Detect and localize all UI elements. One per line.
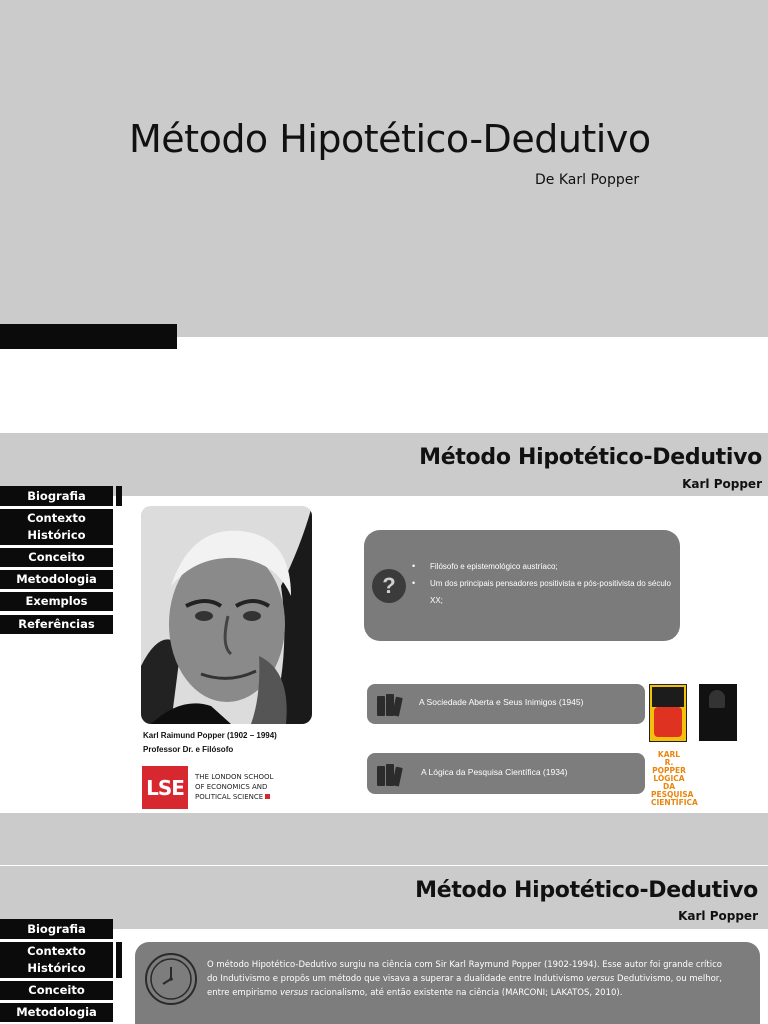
lse-line-2: OF ECONOMICS AND [195,783,268,791]
slide3-title: Método Hipotético-Dedutivo [415,878,758,903]
lse-line-3: POLITICAL SCIENCE [195,793,264,801]
nav-contexto-line1: Contexto [27,944,86,958]
book-title-1: A Sociedade Aberta e Seus Inimigos (1945) [419,697,584,707]
books-icon [375,690,403,718]
book-title-2: A Lógica da Pesquisa Científica (1934) [421,767,568,777]
nav-contexto-line1: Contexto [27,511,86,525]
desc-emphasis: versus [586,974,615,984]
nav-contexto-line2: Histórico [27,961,86,975]
portrait-caption-name: Karl Raimund Popper (1902 – 1994) [143,731,277,740]
nav-contexto-historico[interactable] [0,942,113,978]
slide1-title: Método Hipotético-Dedutivo [129,117,651,161]
nav-conceito[interactable]: Conceito [0,981,113,1000]
book3-line: PESQUISA [651,790,694,799]
portrait-caption-role: Professor Dr. e Filósofo [143,745,234,754]
slide1-subtitle: De Karl Popper [535,172,640,188]
desc-text-3: racionalismo, até então existente na ciência (MARCONI; LAKATOS, 2010). [307,988,623,998]
book3-line: CIENTÍFICA [651,798,698,807]
book3-line: LÓGICA DA [653,774,685,791]
slide2-title: Método Hipotético-Dedutivo [419,445,762,470]
biography-list [412,558,674,609]
book-pill-1 [367,684,645,724]
book-cover-sociedade-aberta [649,684,687,742]
book-cover-dark [699,684,737,741]
biography-item: • Filósofo e epistemológico austríaco; [412,558,674,575]
nav-active-marker [116,942,122,978]
nav-metodologia[interactable]: Metodologia [0,1003,113,1022]
desc-text-1: O método Hipotético-Dedutivo surgiu na ciência com Sir Karl Raymund Popper (1902-1994). Esse autor foi grande crítico do Indutivismo e propôs um método que visava a superar a dualidade entre Indutivismo [207,960,722,984]
book3-line: R. POPPER [652,758,686,775]
nav-contexto-line2: Histórico [27,528,86,542]
nav-contexto-historico[interactable] [0,509,113,545]
clock-icon [143,951,199,1007]
desc-emphasis: versus [279,988,308,998]
nav-referencias[interactable]: Referências [0,615,113,634]
book-cover-logica-pesquisa [651,750,698,807]
title-accent-bar [0,324,177,349]
books-icon [375,760,403,788]
nav-biografia[interactable]: Biografia [0,919,113,939]
lse-red-square [265,794,270,799]
popper-portrait [141,506,312,724]
lse-line-1: THE LONDON SCHOOL [195,773,274,781]
slide3-header [0,866,768,929]
book-pill-2 [367,753,645,794]
nav-conceito[interactable]: Conceito [0,548,113,567]
slide-separator [0,813,768,865]
nav-biografia[interactable]: Biografia [0,486,113,506]
method-description [207,958,722,1000]
title-slide [0,0,768,337]
lse-line-3-wrap [195,792,273,802]
biography-item: • Um dos principais pensadores positivista e pós-positivista do século XX; [412,575,674,609]
nav-active-marker [116,486,122,506]
lse-logo: LSE [142,766,188,809]
slide2-subtitle: Karl Popper [682,477,762,491]
lse-wordmark [195,772,273,802]
nav-exemplos[interactable]: Exemplos [0,592,113,611]
desc-text-2: Dedutivismo, ou melhor, entre empirismo [207,974,723,998]
slide3-subtitle: Karl Popper [678,909,758,923]
book3-line: KARL [657,750,681,759]
nav-metodologia[interactable]: Metodologia [0,570,113,589]
question-icon: ? [372,569,406,603]
